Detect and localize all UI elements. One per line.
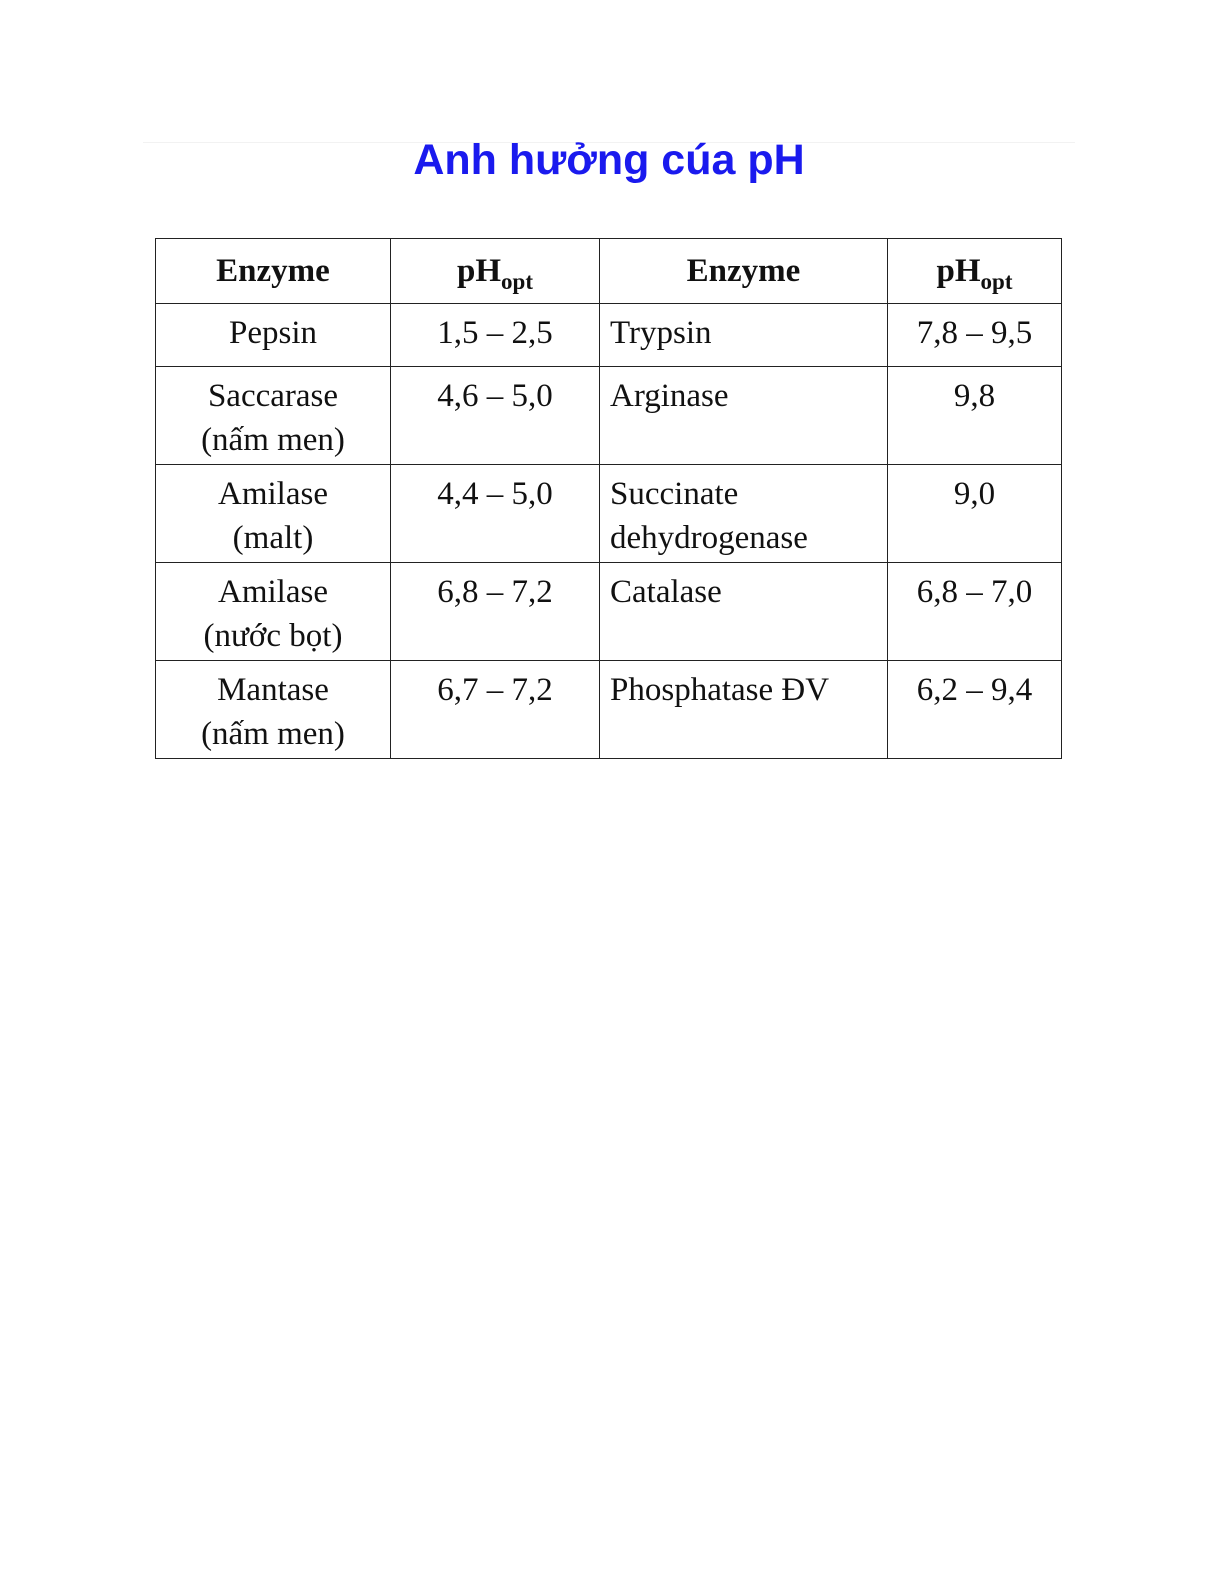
header-ph-left-subscript: opt [501,269,533,294]
ph-value: 4,6 – 5,0 [437,378,553,414]
ph-cell [888,465,1062,563]
ph-value: 9,8 [953,378,996,414]
ph-value: 4,4 – 5,0 [437,476,553,512]
ph-value: 6,7 – 7,2 [437,672,553,708]
ph-value: 6,2 – 9,4 [916,672,1033,708]
enzyme-name: Succinate [610,476,739,512]
ph-cell [391,563,600,661]
table-row [156,367,1062,465]
enzyme-cell [156,304,391,367]
enzyme-name: Mantase [217,672,329,708]
table-row [156,465,1062,563]
ph-cell [391,465,600,563]
ph-cell [888,661,1062,759]
enzyme-name: Arginase [610,378,729,414]
header-enzyme-right [600,239,888,304]
enzyme-source: (nấm men) [201,716,345,752]
enzyme-cell [156,661,391,759]
header-enzyme-right-label: Enzyme [686,253,801,289]
table-header-row [156,239,1062,304]
ph-cell [391,304,600,367]
table-row [156,661,1062,759]
enzyme-name: Pepsin [228,315,317,351]
enzyme-cell [600,661,888,759]
enzyme-cell [600,367,888,465]
page-title: Anh hưởng cúa pH [413,136,805,184]
enzyme-source: (malt) [232,520,314,556]
enzyme-name: Saccarase [207,378,339,414]
enzyme-source: (nước bọt) [203,618,343,654]
header-enzyme-left [156,239,391,304]
enzyme-name: Trypsin [610,315,712,351]
enzyme-cell [156,563,391,661]
enzyme-cell [156,367,391,465]
table-row [156,304,1062,367]
ph-cell [391,661,600,759]
enzyme-ph-table [155,238,1062,759]
enzyme-cell [600,563,888,661]
ph-value: 1,5 – 2,5 [437,315,553,351]
enzyme-cell [600,465,888,563]
header-ph-left-label: pH [457,253,502,289]
enzyme-cell [600,304,888,367]
header-ph-right-subscript: opt [980,269,1013,294]
ph-value: 7,8 – 9,5 [916,315,1033,351]
header-ph-right [888,239,1062,304]
enzyme-cell [156,465,391,563]
enzyme-source: (nấm men) [201,422,345,458]
enzyme-name-continued: dehydrogenase [610,520,808,556]
ph-cell [391,367,600,465]
header-ph-right-label: pH [936,253,981,289]
enzyme-name: Phosphatase ĐV [610,672,830,708]
ph-cell [888,367,1062,465]
enzyme-name: Amilase [218,574,328,610]
header-ph-left [391,239,600,304]
enzyme-name: Amilase [218,476,328,512]
header-enzyme-left-label: Enzyme [216,253,330,289]
ph-value: 6,8 – 7,2 [437,574,553,610]
enzyme-name: Catalase [610,574,722,610]
table-row [156,563,1062,661]
ph-cell [888,563,1062,661]
ph-cell [888,304,1062,367]
ph-value: 6,8 – 7,0 [916,574,1033,610]
ph-value: 9,0 [953,476,996,512]
